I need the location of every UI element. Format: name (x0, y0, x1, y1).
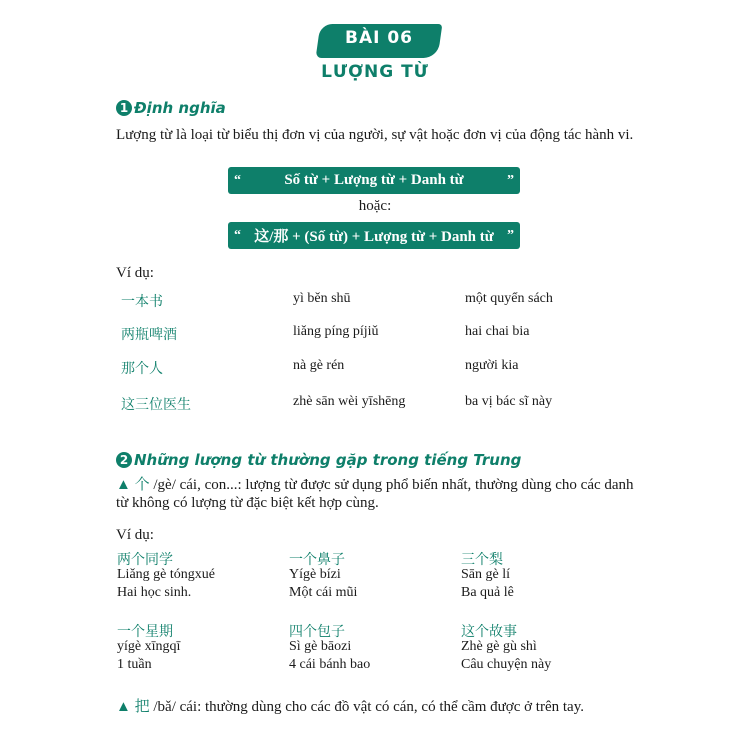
example-pinyin: Liǎng gè tóngxué (117, 567, 215, 582)
page-title: LƯỢNG TỪ (321, 62, 429, 82)
lesson-number: BÀI 06 (344, 28, 413, 48)
example-pinyin: yì běn shū (293, 291, 351, 306)
ba-description (116, 698, 676, 716)
quote-open-icon: “ (234, 172, 241, 188)
example-zh: 三个梨 (461, 553, 503, 568)
ge-text: /gè/ cái, con...: lượng từ được sử dụng phổ biến nhất, thường dùng cho các danh từ không có lượng từ đặc biệt kết hợp cùng. (116, 477, 634, 511)
section-title: Những lượng từ thường gặp trong tiếng Trung (134, 451, 522, 469)
example-zh: 两个同学 (117, 553, 173, 568)
ge-description (116, 476, 636, 512)
example-vi: Ba quả lê (461, 585, 514, 600)
section-1-heading (116, 99, 226, 117)
example-label: Ví dụ: (116, 265, 154, 281)
ge-character: 个 (134, 477, 150, 493)
example-zh: 两瓶啤酒 (121, 328, 177, 343)
formula-text: 这/那 + (Số từ) + Lượng từ + Danh từ (254, 229, 494, 245)
formula-text: Số từ + Lượng từ + Danh từ (284, 172, 464, 188)
example-pinyin: Yígè bízi (289, 567, 341, 582)
quote-close-icon: ” (507, 227, 514, 243)
example-zh: 一个星期 (117, 625, 173, 640)
example-vi: một quyển sách (465, 291, 553, 306)
example-label: Ví dụ: (116, 527, 154, 543)
example-vi: 1 tuần (117, 657, 152, 672)
example-pinyin: Zhè gè gù shì (461, 639, 537, 654)
section-2-heading (116, 451, 521, 469)
example-pinyin: Sān gè lí (461, 567, 510, 582)
example-vi: Câu chuyện này (461, 657, 552, 672)
quote-close-icon: ” (506, 172, 514, 188)
example-vi: 4 cái bánh bao (289, 657, 371, 672)
example-pinyin: liǎng píng píjiǔ (293, 324, 379, 339)
definition-text: Lượng từ là loại từ biểu thị đơn vị của người, sự vật hoặc đơn vị của động tác hành vi. (116, 127, 634, 143)
section-number-badge: 1 (116, 100, 132, 116)
example-zh: 四个包子 (289, 625, 345, 640)
section-title: Định nghĩa (134, 99, 226, 117)
formula-box-2 (228, 222, 520, 249)
example-pinyin: yígè xīngqī (117, 639, 181, 654)
example-zh: 一个鼻子 (289, 553, 345, 568)
example-pinyin: nà gè rén (293, 358, 345, 373)
section-number-badge: 2 (116, 452, 132, 468)
ba-text: /bǎ/ cái: thường dùng cho các đồ vật có cán, có thể cầm được ở trên tay. (153, 699, 584, 715)
example-vi: Một cái mũi (289, 585, 358, 600)
example-zh: 这个故事 (461, 625, 517, 640)
example-pinyin: Sì gè bāozi (289, 639, 352, 654)
example-vi: ba vị bác sĩ này (465, 394, 553, 409)
triangle-bullet-icon: ▲ (116, 477, 131, 493)
quote-open-icon: “ (234, 227, 241, 243)
example-zh: 那个人 (121, 362, 163, 377)
ba-character: 把 (134, 699, 150, 715)
example-vi: người kia (465, 358, 519, 373)
formula-box-1 (228, 167, 520, 194)
or-text: hoặc: (358, 198, 392, 214)
example-zh: 一本书 (121, 295, 163, 310)
example-vi: Hai học sinh. (117, 585, 192, 600)
example-vi: hai chai bia (465, 324, 530, 339)
triangle-bullet-icon: ▲ (116, 699, 131, 715)
example-zh: 这三位医生 (121, 398, 191, 413)
example-pinyin: zhè sān wèi yīshēng (293, 394, 406, 409)
